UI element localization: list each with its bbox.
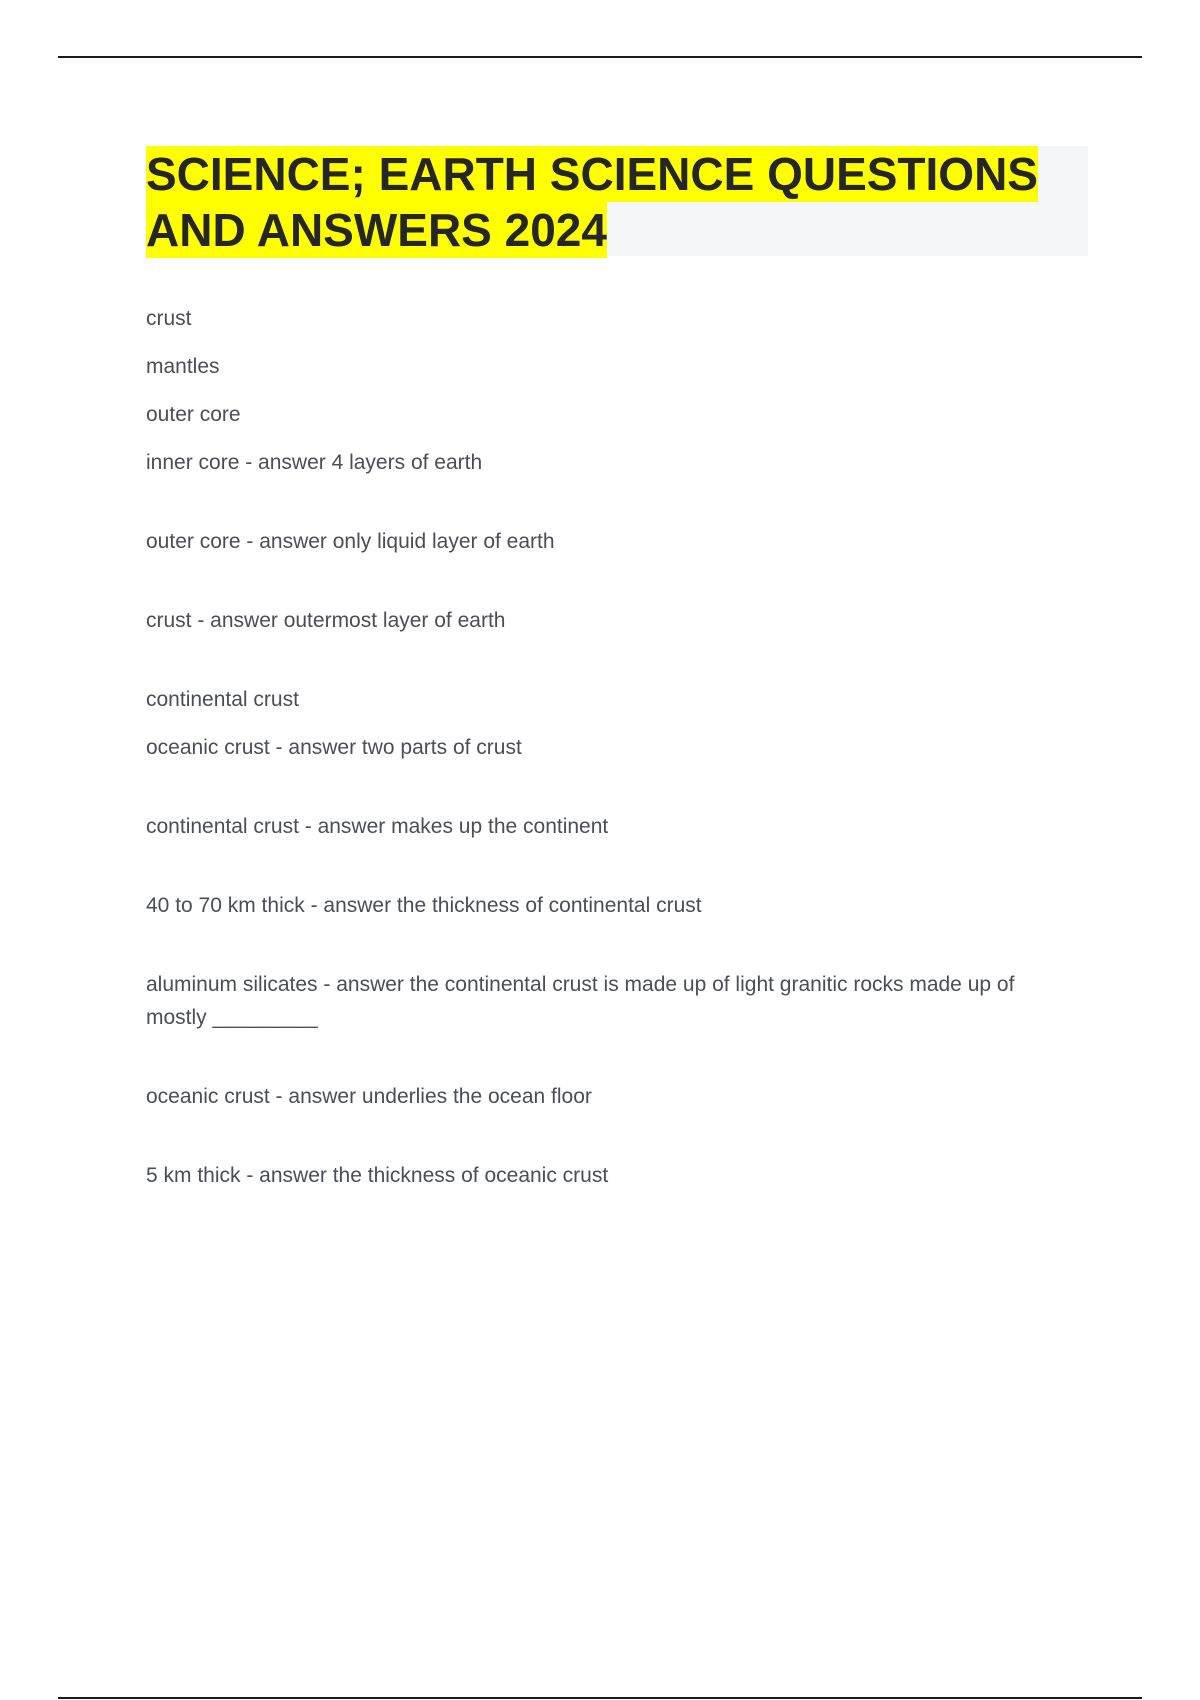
qa-line: aluminum silicates - answer the continental crust is made up of light granitic rocks made up of mostly _________ [146, 973, 1015, 1029]
qa-line: 5 km thick - answer the thickness of oceanic crust [146, 1164, 609, 1187]
qa-line: oceanic crust - answer underlies the ocean floor [146, 1085, 592, 1108]
qa-list [146, 302, 1086, 1238]
qa-line: continental crust [146, 688, 299, 711]
bottom-divider [58, 1697, 1142, 1699]
qa-group-ocean-floor [146, 1080, 1086, 1113]
qa-group-layers [146, 302, 1086, 479]
qa-line: continental crust - answer makes up the continent [146, 815, 609, 838]
qa-line: inner core - answer 4 layers of earth [146, 451, 483, 474]
top-divider [58, 56, 1142, 58]
qa-line: crust - answer outermost layer of earth [146, 609, 506, 632]
title-line-2: AND ANSWERS 2024 [146, 204, 607, 256]
title-block [146, 146, 1088, 256]
qa-line: crust [146, 307, 192, 330]
page-title [146, 146, 1088, 258]
qa-group-continental-thickness [146, 889, 1086, 922]
title-line-1: SCIENCE; EARTH SCIENCE QUESTIONS [146, 148, 1038, 200]
qa-line: oceanic crust - answer two parts of crust [146, 736, 522, 759]
qa-line: mantles [146, 355, 220, 378]
qa-group-liquid-layer [146, 525, 1086, 558]
qa-line: 40 to 70 km thick - answer the thickness of continental crust [146, 894, 702, 917]
qa-group-crust-parts [146, 683, 1086, 764]
qa-group-continent [146, 810, 1086, 843]
qa-line: outer core [146, 403, 241, 426]
qa-line: outer core - answer only liquid layer of earth [146, 530, 555, 553]
qa-group-outermost-layer [146, 604, 1086, 637]
qa-group-aluminum-silicates [146, 968, 1086, 1034]
qa-group-oceanic-thickness [146, 1159, 1086, 1192]
